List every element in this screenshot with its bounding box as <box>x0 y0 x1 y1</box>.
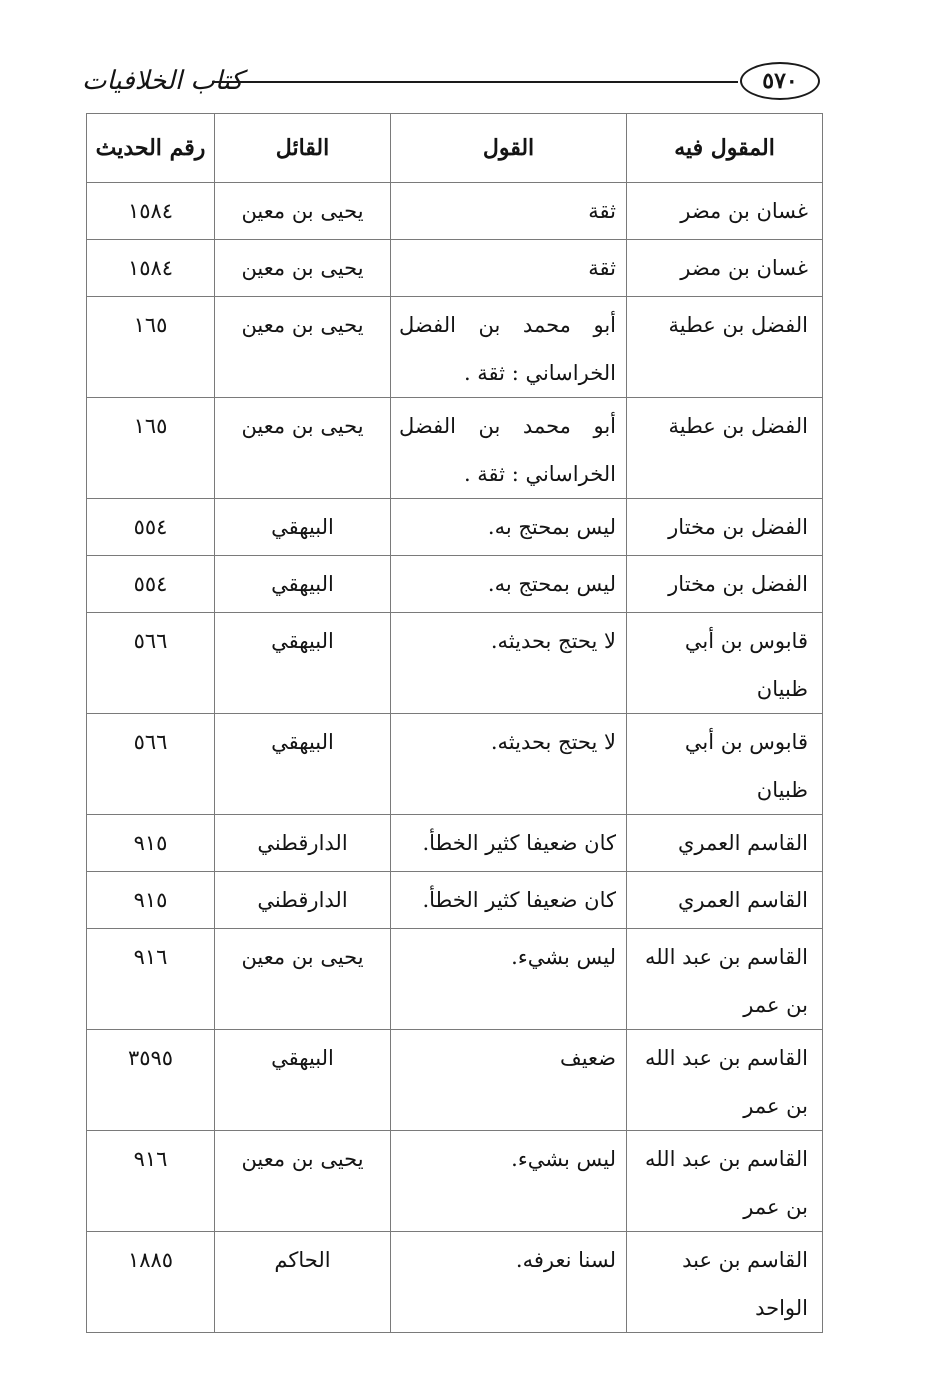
hadith-number-cell: ٥٦٦ <box>87 613 215 714</box>
speaker-cell: الدارقطني <box>215 872 391 929</box>
speaker-cell: البيهقي <box>215 1030 391 1131</box>
speaker-cell: البيهقي <box>215 714 391 815</box>
subject-cell: الفضل بن مختار <box>627 556 823 613</box>
saying-cell: لا يحتج بحديثه. <box>391 613 627 714</box>
speaker-cell: يحيى بن معين <box>215 398 391 499</box>
saying-cell: لا يحتج بحديثه. <box>391 714 627 815</box>
table-row <box>87 1030 823 1131</box>
subject-cell: القاسم بن عبد الله بن عمر <box>627 1030 823 1131</box>
subject-cell: القاسم بن عبد الواحد <box>627 1232 823 1333</box>
speaker-cell: الحاكم <box>215 1232 391 1333</box>
subject-cell: القاسم بن عبد الله بن عمر <box>627 1131 823 1232</box>
table-row <box>87 872 823 929</box>
hadith-number-cell: ٣٥٩٥ <box>87 1030 215 1131</box>
table-row <box>87 714 823 815</box>
column-header-subject: المقول فيه <box>627 114 823 183</box>
narrator-table <box>86 113 823 1333</box>
subject-cell: قابوس بن أبي ظبيان <box>627 714 823 815</box>
column-header-number: رقم الحديث <box>87 114 215 183</box>
hadith-number-cell: ٩١٦ <box>87 929 215 1030</box>
hadith-number-cell: ١٦٥ <box>87 297 215 398</box>
table-row <box>87 398 823 499</box>
hadith-number-cell: ٩١٥ <box>87 872 215 929</box>
book-title: كتاب الخلافيات <box>82 66 244 96</box>
speaker-cell: البيهقي <box>215 613 391 714</box>
subject-cell: القاسم العمري <box>627 872 823 929</box>
saying-cell: لسنا نعرفه. <box>391 1232 627 1333</box>
hadith-number-cell: ١٥٨٤ <box>87 240 215 297</box>
subject-cell: قابوس بن أبي ظبيان <box>627 613 823 714</box>
saying-cell: ضعيف <box>391 1030 627 1131</box>
subject-cell: القاسم بن عبد الله بن عمر <box>627 929 823 1030</box>
speaker-cell: الدارقطني <box>215 815 391 872</box>
table-header-row <box>87 114 823 183</box>
column-header-saying: القول <box>391 114 627 183</box>
speaker-cell: يحيى بن معين <box>215 1131 391 1232</box>
table-row <box>87 556 823 613</box>
speaker-cell: يحيى بن معين <box>215 297 391 398</box>
table-row <box>87 613 823 714</box>
subject-cell: غسان بن مضر <box>627 240 823 297</box>
table-row <box>87 183 823 240</box>
hadith-number-cell: ١٦٥ <box>87 398 215 499</box>
table-row <box>87 815 823 872</box>
speaker-cell: البيهقي <box>215 556 391 613</box>
table-row <box>87 240 823 297</box>
saying-cell: أبو محمد بن الفضل الخراساني : ثقة . <box>391 398 627 499</box>
saying-cell: كان ضعيفا كثير الخطأ. <box>391 815 627 872</box>
saying-cell: ثقة <box>391 240 627 297</box>
subject-cell: القاسم العمري <box>627 815 823 872</box>
table-row <box>87 1232 823 1333</box>
hadith-number-cell: ٥٦٦ <box>87 714 215 815</box>
column-header-speaker: القائل <box>215 114 391 183</box>
subject-cell: الفضل بن عطية <box>627 398 823 499</box>
speaker-cell: يحيى بن معين <box>215 929 391 1030</box>
saying-cell: ليس بشيء. <box>391 929 627 1030</box>
speaker-cell: يحيى بن معين <box>215 240 391 297</box>
table-row <box>87 297 823 398</box>
table-body <box>87 183 823 1333</box>
hadith-number-cell: ٥٥٤ <box>87 499 215 556</box>
speaker-cell: يحيى بن معين <box>215 183 391 240</box>
saying-cell: ليس بشيء. <box>391 1131 627 1232</box>
page-header <box>82 62 820 104</box>
saying-cell: أبو محمد بن الفضل الخراساني : ثقة . <box>391 297 627 398</box>
subject-cell: الفضل بن مختار <box>627 499 823 556</box>
header-rule <box>212 81 738 83</box>
hadith-number-cell: ٩١٥ <box>87 815 215 872</box>
subject-cell: غسان بن مضر <box>627 183 823 240</box>
subject-cell: الفضل بن عطية <box>627 297 823 398</box>
table-row <box>87 499 823 556</box>
hadith-number-cell: ٩١٦ <box>87 1131 215 1232</box>
saying-cell: كان ضعيفا كثير الخطأ. <box>391 872 627 929</box>
page-number-badge: ٥٧٠ <box>740 62 820 100</box>
speaker-cell: البيهقي <box>215 499 391 556</box>
hadith-number-cell: ٥٥٤ <box>87 556 215 613</box>
saying-cell: ليس بمحتج به. <box>391 556 627 613</box>
saying-cell: ثقة <box>391 183 627 240</box>
hadith-number-cell: ١٥٨٤ <box>87 183 215 240</box>
table-row <box>87 929 823 1030</box>
saying-cell: ليس بمحتج به. <box>391 499 627 556</box>
table-row <box>87 1131 823 1232</box>
hadith-number-cell: ١٨٨٥ <box>87 1232 215 1333</box>
